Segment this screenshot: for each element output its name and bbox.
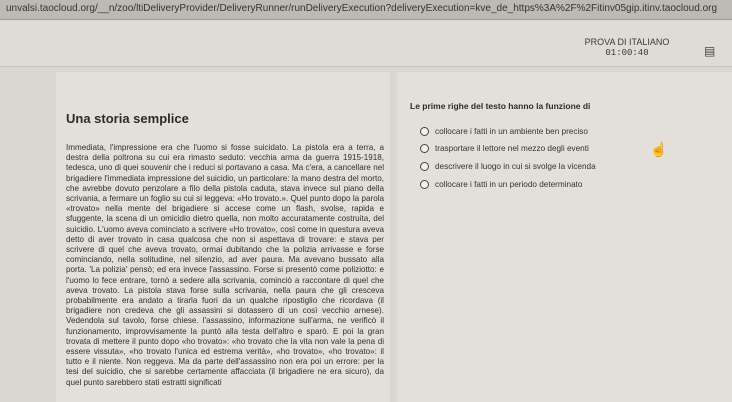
story-text: Immediata, l'impressione era che l'uomo si fosse suicidato. La pistola era a terra, a destra della poltrona su cui era rimasto seduto: vecchia arma da guerra 1915-1918, tedesca, uno di quei souvenir che i reduci si portavano a casa. Ma c'era, a cancellare nel brigadiere l'immediata impressione del suicidio, un particolare: la mano destra del morto, che avrebbe dovuto penzolare a filo della pistola caduta, stava invece sul piano della scrivania, a fermare un foglio su cui si leggeva: «Ho trovato.». Quel punto dopo la parola «trovato» nella mente del brigadiere si accese come un flash, svolse, rapida e sfuggente, la scena di un omicidio dietro quella, non molto accuratamente costruita, del suicidio. L'uomo aveva cominciato a scrivere «Ho trovato», così come in questura aveva detto di aver trovato in casa qualcosa che non si aspettava di trovare: e stava per scrivere di quel che aveva trovato, ormai dubitando che la polizia arrivasse e forse cominciando, nella solitudine, nel silenzio, ad aver paura. Ma avevano bussato alla porta. 'La polizia' pensò; ed era invece l'assassino. Forse si presentò come poliziotto: e l'uomo lo fece entrare, tornò a sedere alla scrivania, cominciò a raccontare di quel che aveva trovato. La pistola stava forse sulla scrivania, nella paura che gli cresceva probabilmente era andato a tirarla fuori da un qualche ripostiglio che ricordava (il brigadiere non credeva che gli assassini si dotassero di un così vecchio arnese). Vedendola sul tavolo, forse chiese. l'assassino, informazione sull'arma, ne verificò il funzionamento, improvvisamente la puntò alla testa dell'altro e sparò. E poi la gran trovata di mettere il punto dopo «ho trovato»: «ho trovato che la vita non vale la pena di essere vissuta», «ho trovato l'unica ed estrema verità», «ho trovato», «ho trovato»: il tutto e il niente. Non reggeva. Ma da parte dell'assassino non era poi un errore: per la tesi del suicidio, che si sarebbe certamente affacciata (il brigadiere ne era sicuro), da quel punto sarebbero stati estratti significati (66, 143, 384, 387)
story-title: Una storia semplice (66, 111, 189, 126)
test-name: PROVA DI ITALIANO (584, 37, 670, 47)
answer-option-2[interactable] (420, 141, 589, 155)
answer-option-1[interactable] (420, 124, 588, 138)
timer-panel (557, 37, 697, 59)
answer-option-4[interactable] (420, 177, 582, 191)
answer-option-label: descrivere il luogo in cui si svolge la vicenda (435, 161, 596, 171)
radio-icon[interactable] (420, 127, 429, 136)
radio-icon[interactable] (420, 162, 429, 171)
question-panel (397, 72, 732, 402)
answer-option-label: collocare i fatti in un ambiente ben preciso (435, 126, 588, 136)
radio-icon[interactable] (420, 180, 429, 189)
timer-value: 01:00:40 (605, 48, 649, 58)
hand-cursor-icon: ☝ (650, 141, 668, 157)
calculator-icon[interactable]: ▤ (704, 44, 716, 58)
browser-url-bar[interactable]: unvalsi.taocloud.org/__n/zoo/ltiDeliveryProvider/DeliveryRunner/runDeliveryExecution?deliveryExecution=kve_de_https%3A%2F%2Fitinv05gip.itinv.taocloud.org (0, 0, 732, 20)
answer-option-label: trasportare il lettore nel mezzo degli eventi (435, 143, 589, 153)
radio-icon[interactable] (420, 144, 429, 153)
answer-option-label: collocare i fatti in un periodo determinato (435, 179, 583, 189)
answer-option-3[interactable] (420, 159, 596, 173)
question-text: Le prime righe del testo hanno la funzione di (410, 101, 591, 111)
